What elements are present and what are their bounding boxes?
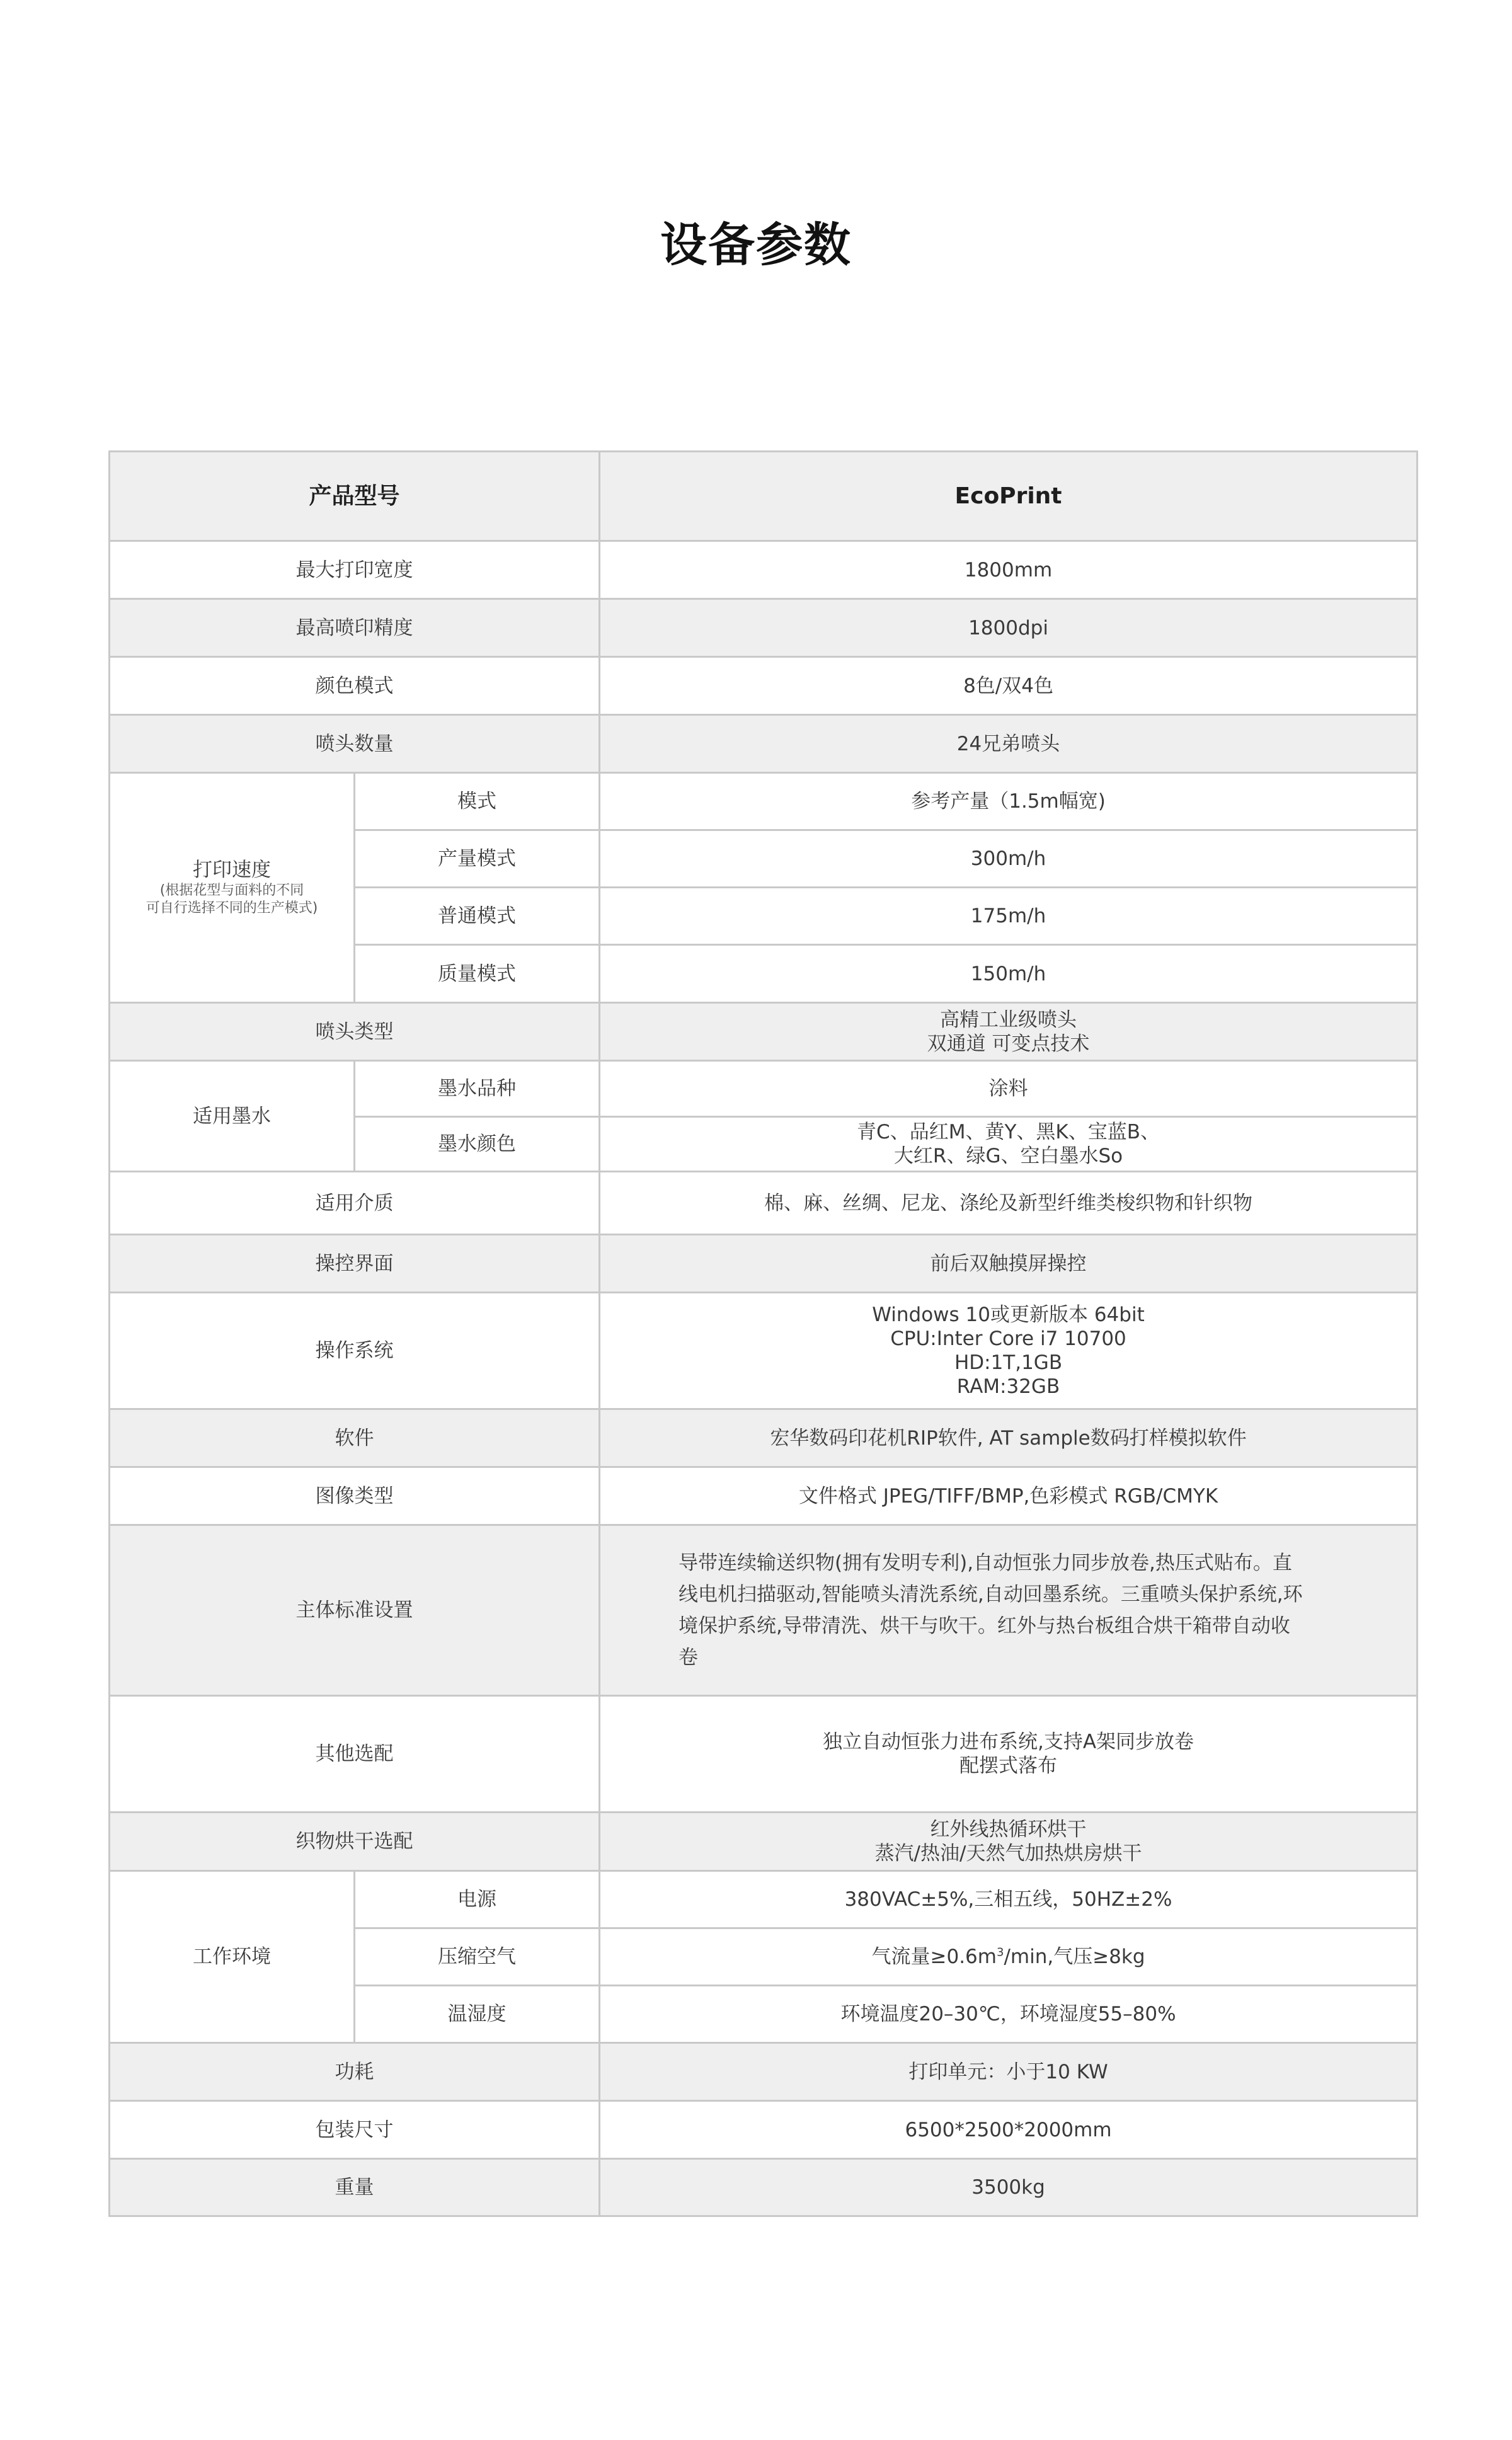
row-label: 操作系统	[110, 1293, 600, 1409]
spec-table	[108, 450, 1418, 2217]
row-label: 适用介质	[110, 1172, 600, 1235]
table-row	[110, 541, 1418, 599]
row-value: 1800mm	[600, 541, 1418, 599]
speed-note-2: 可自行选择不同的生产模式)	[146, 900, 318, 916]
row-value: 6500*2500*2000mm	[600, 2101, 1418, 2159]
row-value: 3500kg	[600, 2159, 1418, 2216]
row-label: 最高喷印精度	[110, 599, 600, 657]
row-label: 主体标准设置	[110, 1525, 600, 1696]
row-sublabel: 产量模式	[355, 830, 600, 888]
row-label: 重量	[110, 2159, 600, 2216]
row-sublabel: 温湿度	[355, 1986, 600, 2043]
row-value: 宏华数码印花机RIP软件, AT sample数码打样模拟软件	[600, 1409, 1418, 1467]
row-value: 气流量$\ge 0.6m^3/\min$,气压≥8kg	[600, 1928, 1418, 1986]
row-value: 24兄弟喷头	[600, 715, 1418, 773]
row-value: 高精工业级喷头 双通道 可变点技术	[600, 1003, 1418, 1061]
table-row	[110, 1293, 1418, 1409]
table-row	[110, 1813, 1418, 1871]
row-sublabel: 墨水颜色	[355, 1117, 600, 1172]
row-sublabel: 压缩空气	[355, 1928, 600, 1986]
row-label: 最大打印宽度	[110, 541, 600, 599]
speed-group-label: 打印速度 (根据花型与面料的不同 可自行选择不同的生产模式)	[110, 773, 355, 1003]
row-value: 300m/h	[600, 830, 1418, 888]
row-value: 文件格式 JPEG/TIFF/BMP,色彩模式 RGB/CMYK	[600, 1467, 1418, 1525]
row-label: 操控界面	[110, 1235, 600, 1293]
table-row	[110, 2101, 1418, 2159]
row-sublabel: 模式	[355, 773, 600, 830]
table-row	[110, 599, 1418, 657]
row-value: 青C、品红M、黄Y、黑K、宝蓝B、 大红R、绿G、空白墨水So	[600, 1117, 1418, 1172]
row-value: Windows 10或更新版本 64bit CPU:Inter Core i7 10700 HD:1T,1GB RAM:32GB	[600, 1293, 1418, 1409]
env-group-label: 工作环境	[110, 1871, 355, 2043]
ink-group-label: 适用墨水	[110, 1061, 355, 1172]
row-label: 图像类型	[110, 1467, 600, 1525]
row-value: 前后双触摸屏操控	[600, 1235, 1418, 1293]
row-label: 织物烘干选配	[110, 1813, 600, 1871]
row-sublabel: 普通模式	[355, 888, 600, 945]
row-value: 红外线热循环烘干 蒸汽/热油/天然气加热烘房烘干	[600, 1813, 1418, 1871]
table-row	[110, 1871, 1418, 1928]
table-row	[110, 2043, 1418, 2101]
row-sublabel: 电源	[355, 1871, 600, 1928]
speed-note-1: (根据花型与面料的不同	[159, 883, 304, 898]
row-value: 独立自动恒张力进布系统,支持A架同步放卷 配摆式落布	[600, 1696, 1418, 1813]
header-label: 产品型号	[110, 452, 600, 541]
row-label: 颜色模式	[110, 657, 600, 715]
page-title: 设备参数	[660, 218, 852, 272]
table-header-row	[110, 452, 1418, 541]
header-value: EcoPrint	[600, 452, 1418, 541]
row-value: 环境温度20–30℃，环境湿度55–80%	[600, 1986, 1418, 2043]
row-label: 包装尺寸	[110, 2101, 600, 2159]
row-label: 软件	[110, 1409, 600, 1467]
row-sublabel: 质量模式	[355, 945, 600, 1003]
row-value: 打印单元：小于10 KW	[600, 2043, 1418, 2101]
row-value: 175m/h	[600, 888, 1418, 945]
row-value: 1800dpi	[600, 599, 1418, 657]
row-sublabel: 墨水品种	[355, 1061, 600, 1117]
row-label: 喷头类型	[110, 1003, 600, 1061]
table-row	[110, 773, 1418, 830]
table-row	[110, 1467, 1418, 1525]
row-value: 涂料	[600, 1061, 1418, 1117]
row-label: 喷头数量	[110, 715, 600, 773]
table-row	[110, 1235, 1418, 1293]
row-label: 其他选配	[110, 1696, 600, 1813]
row-value: 380VAC±5%,三相五线，50HZ±2%	[600, 1871, 1418, 1928]
row-value: 导带连续输送织物(拥有发明专利),自动恒张力同步放卷,热压式贴布。直线电机扫描驱动,智能喷头清洗系统,自动回墨系统。三重喷头保护系统,环境保护系统,导带清洗、烘干与吹干。红外与热台板组合烘干箱带自动收卷	[600, 1525, 1418, 1696]
row-label: 功耗	[110, 2043, 600, 2101]
table-row	[110, 1061, 1418, 1117]
table-row	[110, 1003, 1418, 1061]
table-row	[110, 1525, 1418, 1696]
table-row	[110, 657, 1418, 715]
row-value: 8色/双4色	[600, 657, 1418, 715]
table-row	[110, 715, 1418, 773]
row-value: 150m/h	[600, 945, 1418, 1003]
table-row	[110, 1409, 1418, 1467]
table-row	[110, 1696, 1418, 1813]
row-value: 棉、麻、丝绸、尼龙、涤纶及新型纤维类梭织物和针织物	[600, 1172, 1418, 1235]
row-value: 参考产量（1.5m幅宽)	[600, 773, 1418, 830]
table-row	[110, 2159, 1418, 2216]
table-row	[110, 1172, 1418, 1235]
